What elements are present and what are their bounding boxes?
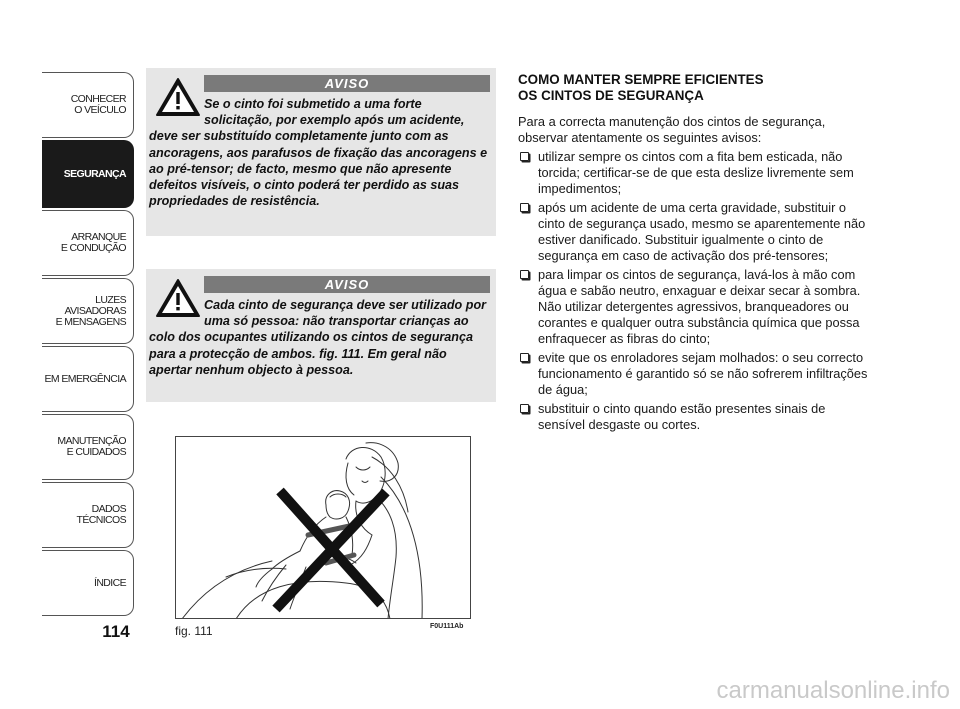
checkbox-bullet-icon xyxy=(520,404,529,413)
adult-holding-child-with-seatbelt-crossed-out-illustration xyxy=(176,437,471,619)
list-item: substituir o cinto quando estão presentes sinais de sensível desgaste ou cortes. xyxy=(518,401,868,433)
warning-box-2 xyxy=(146,269,496,402)
checkbox-bullet-icon xyxy=(520,203,529,212)
checkbox-bullet-icon xyxy=(520,152,529,161)
warning-box-1 xyxy=(146,68,496,236)
warning-header: AVISO xyxy=(204,75,490,92)
warning-text: Se o cinto foi submetido a uma forte solicitação, por exemplo após um acidente, deve ser substituído completamente junto com as ancoragens, aos parafusos de fixação das ancoragens e ao pré-tensor; de facto, mesmo que não apresente defeitos visíveis, o cinto poderá ter perdido as suas propriedades de resistência. xyxy=(149,97,488,209)
list-item: evite que os enroladores sejam molhados: o seu correcto funcionamento é garantido só se não sofrerem infiltrações de água; xyxy=(518,350,868,398)
watermark: carmanualsonline.info xyxy=(716,677,950,704)
tab-manutencao-e-cuidados[interactable]: MANUTENÇÃO E CUIDADOS xyxy=(42,414,134,480)
page-number: 114 xyxy=(102,622,130,641)
figure-caption: fig. 111 xyxy=(175,624,213,638)
list-item: para limpar os cintos de segurança, lavá-los à mão com água e sabão neutro, enxaguar e deixar secar à sombra. Não utilizar detergentes agressivos, branqueadores ou corantes e qualquer outra substância química que possa enfraquecer as fibras do cinto; xyxy=(518,267,868,347)
tab-seguranca[interactable]: SEGURANÇA xyxy=(42,140,134,208)
checkbox-bullet-icon xyxy=(520,270,529,279)
list-item: utilizar sempre os cintos com a fita bem esticada, não torcida; certificar-se de que esta deslize livremente sem impedimentos; xyxy=(518,149,868,197)
warning-header: AVISO xyxy=(204,276,490,293)
figure-code: F0U111Ab xyxy=(430,623,464,630)
tab-em-emergencia[interactable]: EM EMERGÊNCIA xyxy=(42,346,134,412)
tab-conhecer-o-veiculo[interactable]: CONHECER O VEÍCULO xyxy=(42,72,134,138)
section-intro: Para a correcta manutenção dos cintos de segurança, observar atentamente os seguintes avisos: xyxy=(518,114,826,145)
tab-indice[interactable]: ÍNDICE xyxy=(42,550,134,616)
section-title: COMO MANTER SEMPRE EFICIENTES OS CINTOS DE SEGURANÇA xyxy=(518,72,764,103)
warning-text: Cada cinto de segurança deve ser utilizado por uma só pessoa: não transportar crianças ao colo dos ocupantes utilizando os cintos de segurança para a protecção de ambos. fig. 111. Em geral não apertar nenhum objecto à pessoa. xyxy=(149,298,487,377)
list-item: após um acidente de uma certa gravidade, substituir o cinto de segurança usado, mesmo se aparentemente não estiver danificado. Substituir igualmente o cinto de segurança em caso de activação dos pré-tensores; xyxy=(518,200,868,264)
tab-dados-tecnicos[interactable]: DADOS TÉCNICOS xyxy=(42,482,134,548)
figure-illustration xyxy=(175,436,471,619)
tab-luzes-avisadoras[interactable]: LUZES AVISADORAS E MENSAGENS xyxy=(42,278,134,344)
checkbox-bullet-icon xyxy=(520,353,529,362)
tab-arranque-e-conducao[interactable]: ARRANQUE E CONDUÇÃO xyxy=(42,210,134,276)
maintenance-bullet-list xyxy=(518,149,868,436)
